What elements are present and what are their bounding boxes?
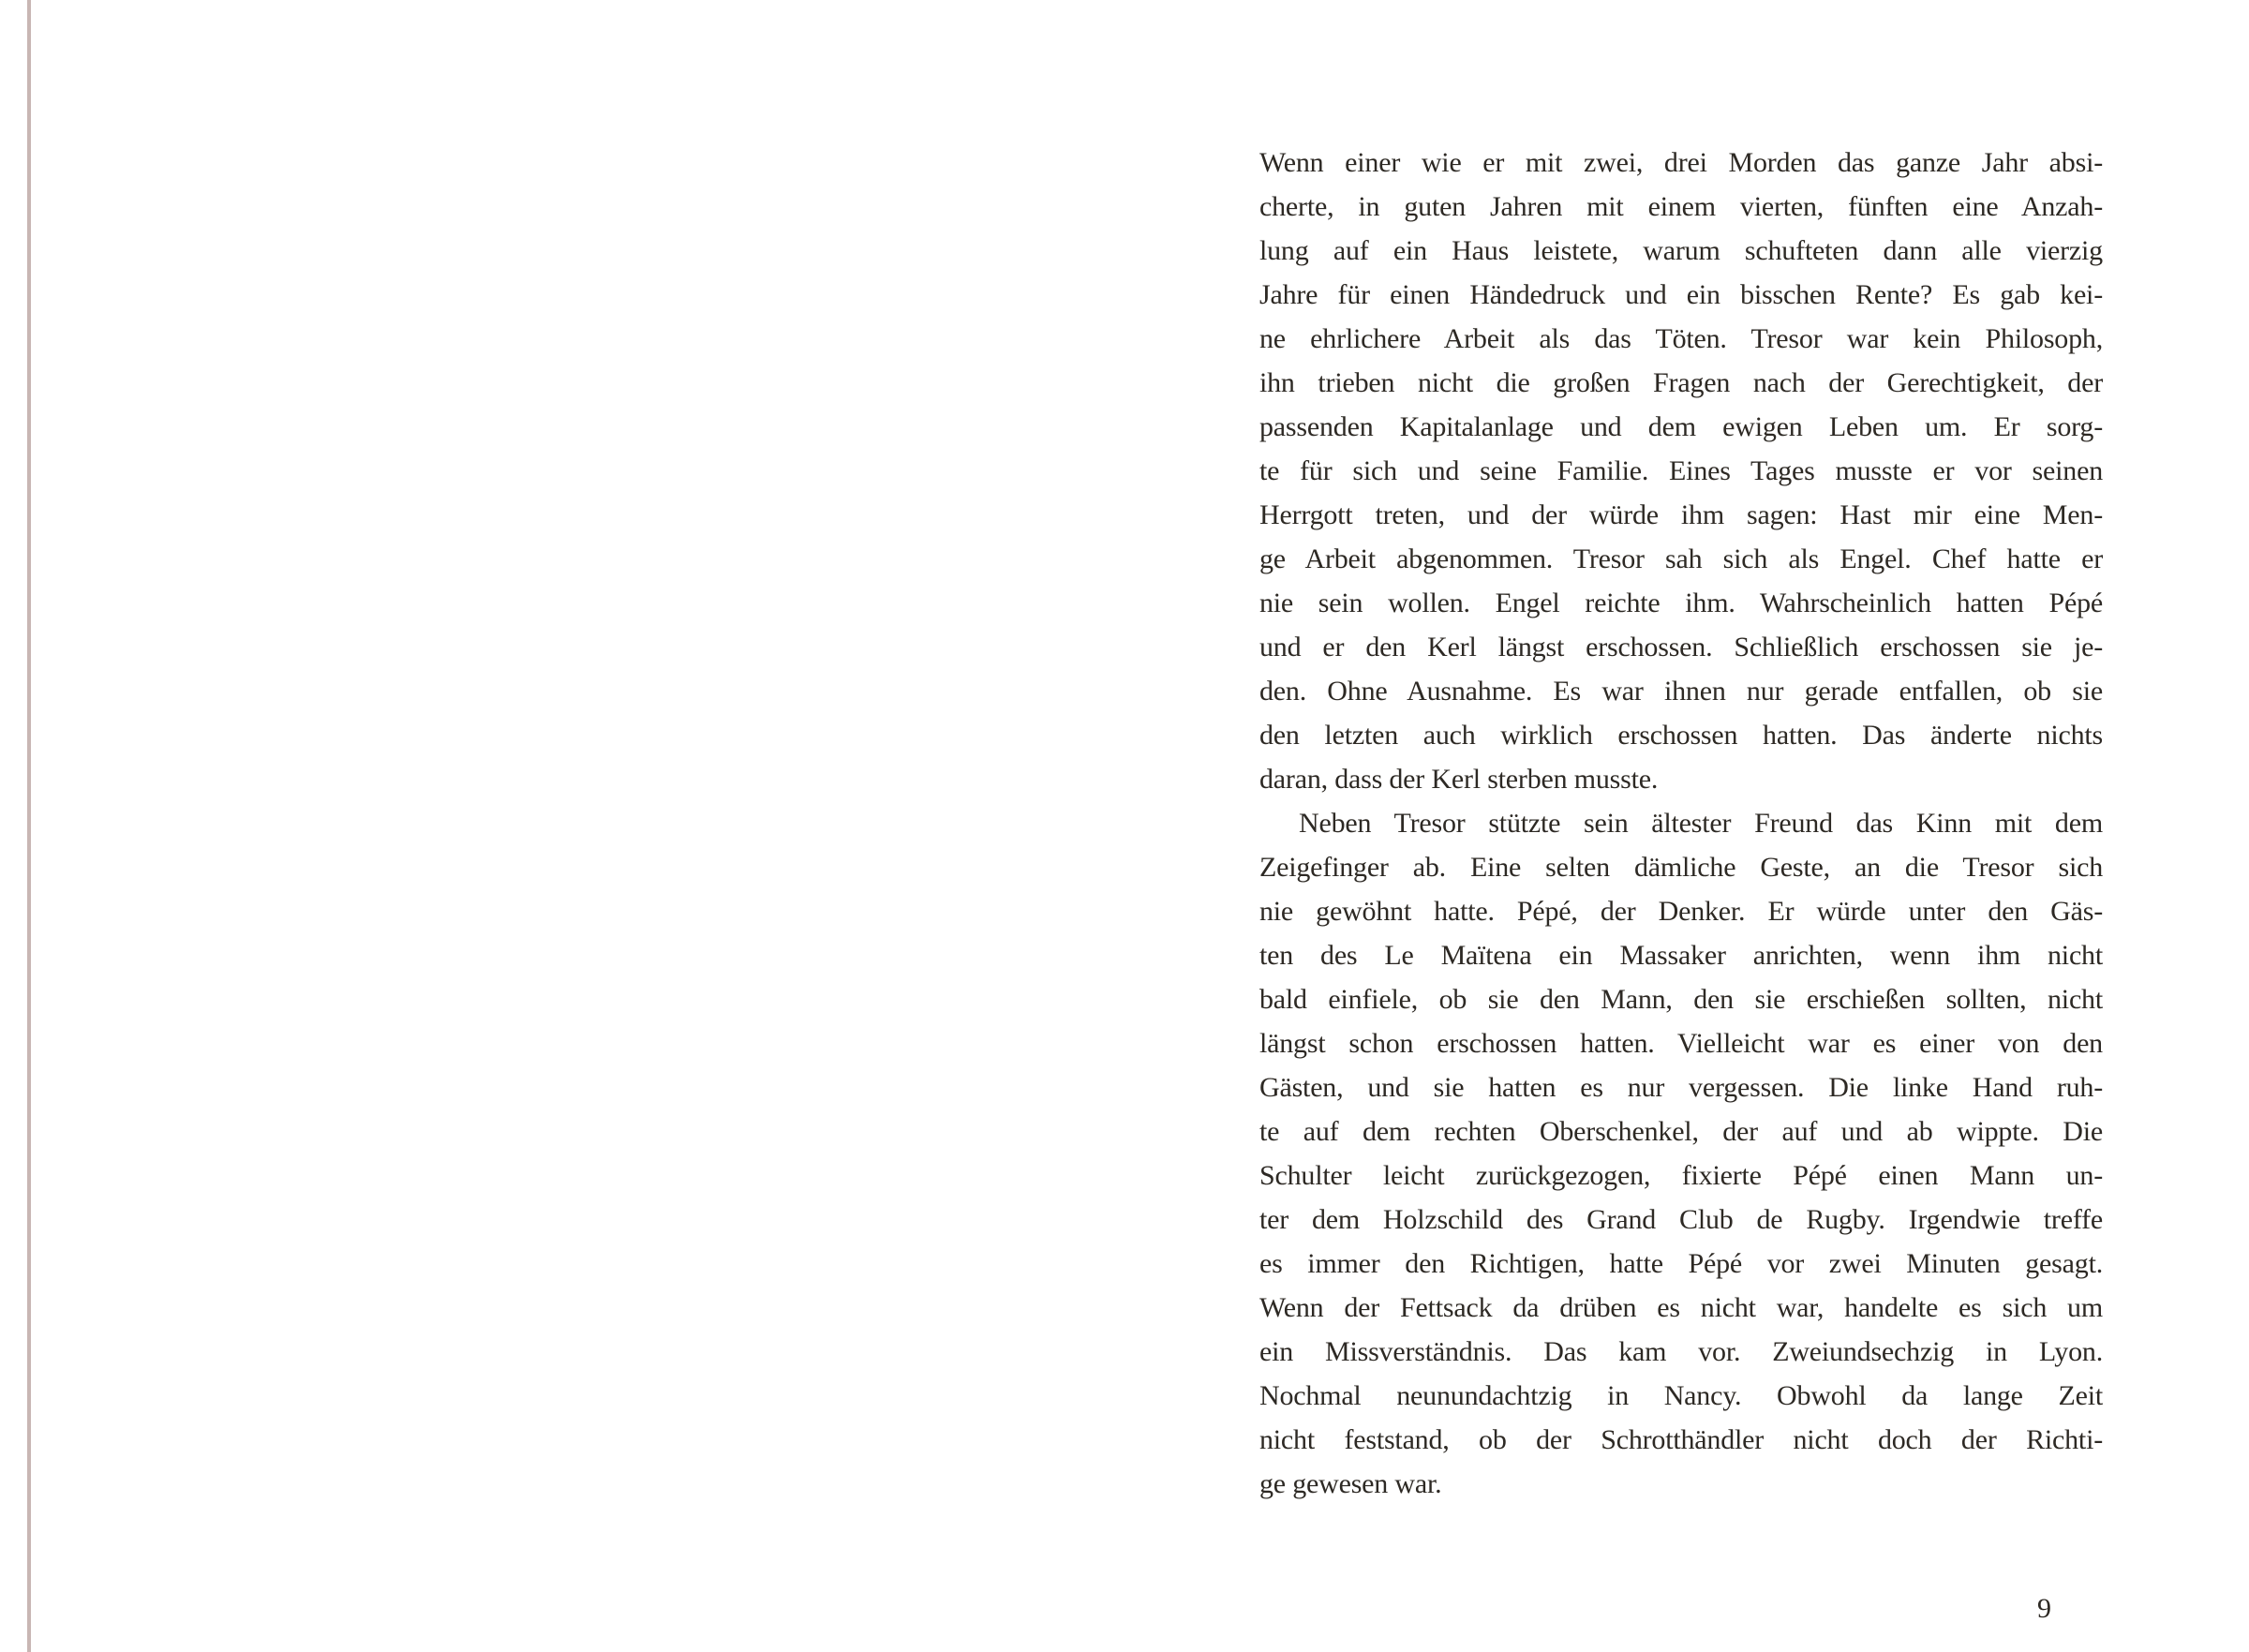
text-line: den. Ohne Ausnahme. Es war ihnen nur gerade entfallen, ob sie: [1259, 676, 2103, 707]
text-line: Gästen, und sie hatten es nur vergessen. Die linke Hand ruh-: [1259, 1072, 2103, 1103]
text-line: Jahre für einen Händedruck und ein bisschen Rente? Es gab kei-: [1259, 279, 2103, 310]
text-line: ter dem Holzschild des Grand Club de Rugby. Irgendwie treffe: [1259, 1204, 2103, 1235]
text-line: Schulter leicht zurückgezogen, fixierte Pépé einen Mann un-: [1259, 1160, 2103, 1191]
text-line: ge Arbeit abgenommen. Tresor sah sich als Engel. Chef hatte er: [1259, 543, 2103, 574]
text-line: ein Missverständnis. Das kam vor. Zweiundsechzig in Lyon.: [1259, 1336, 2103, 1367]
text-line: Zeigefinger ab. Eine selten dämliche Geste, an die Tresor sich: [1259, 852, 2103, 883]
page-number: 9: [2037, 1593, 2051, 1624]
text-line: ge gewesen war.: [1259, 1468, 1442, 1499]
text-line: te auf dem rechten Oberschenkel, der auf und ab wippte. Die: [1259, 1116, 2103, 1147]
text-line: ten des Le Maïtena ein Massaker anrichten, wenn ihm nicht: [1259, 940, 2103, 971]
text-line: Wenn der Fettsack da drüben es nicht war, handelte es sich um: [1259, 1292, 2103, 1323]
text-line: den letzten auch wirklich erschossen hatten. Das änderte nichts: [1259, 720, 2103, 751]
text-line: nie sein wollen. Engel reichte ihm. Wahrscheinlich hatten Pépé: [1259, 588, 2103, 618]
text-line: cherte, in guten Jahren mit einem vierten, fünften eine Anzah-: [1259, 191, 2103, 222]
text-line: ne ehrlichere Arbeit als das Töten. Tresor war kein Philosoph,: [1259, 323, 2103, 354]
text-line: lung auf ein Haus leistete, warum schufteten dann alle vierzig: [1259, 235, 2103, 266]
text-line: es immer den Richtigen, hatte Pépé vor zwei Minuten gesagt.: [1259, 1248, 2103, 1279]
text-line: bald einfiele, ob sie den Mann, den sie erschießen sollten, nicht: [1259, 984, 2103, 1015]
text-line: te für sich und seine Familie. Eines Tages musste er vor seinen: [1259, 455, 2103, 486]
text-line: passenden Kapitalanlage und dem ewigen Leben um. Er sorg-: [1259, 411, 2103, 442]
text-line: nicht feststand, ob der Schrotthändler nicht doch der Richti-: [1259, 1424, 2103, 1455]
text-line: nie gewöhnt hatte. Pépé, der Denker. Er würde unter den Gäs-: [1259, 896, 2103, 927]
book-spine-edge: [27, 0, 31, 1652]
text-line: Neben Tresor stützte sein ältester Freund das Kinn mit dem: [1299, 808, 2103, 839]
text-block: [1259, 141, 2103, 1506]
text-line: Wenn einer wie er mit zwei, drei Morden das ganze Jahr absi-: [1259, 147, 2103, 178]
text-line: Herrgott treten, und der würde ihm sagen: Hast mir eine Men-: [1259, 499, 2103, 530]
text-line: Nochmal neunundachtzig in Nancy. Obwohl da lange Zeit: [1259, 1380, 2103, 1411]
text-line: daran, dass der Kerl sterben musste.: [1259, 764, 1659, 795]
text-line: und er den Kerl längst erschossen. Schließlich erschossen sie je-: [1259, 632, 2103, 662]
text-line: ihn trieben nicht die großen Fragen nach der Gerechtigkeit, der: [1259, 367, 2103, 398]
text-line: längst schon erschossen hatten. Vielleicht war es einer von den: [1259, 1028, 2103, 1059]
